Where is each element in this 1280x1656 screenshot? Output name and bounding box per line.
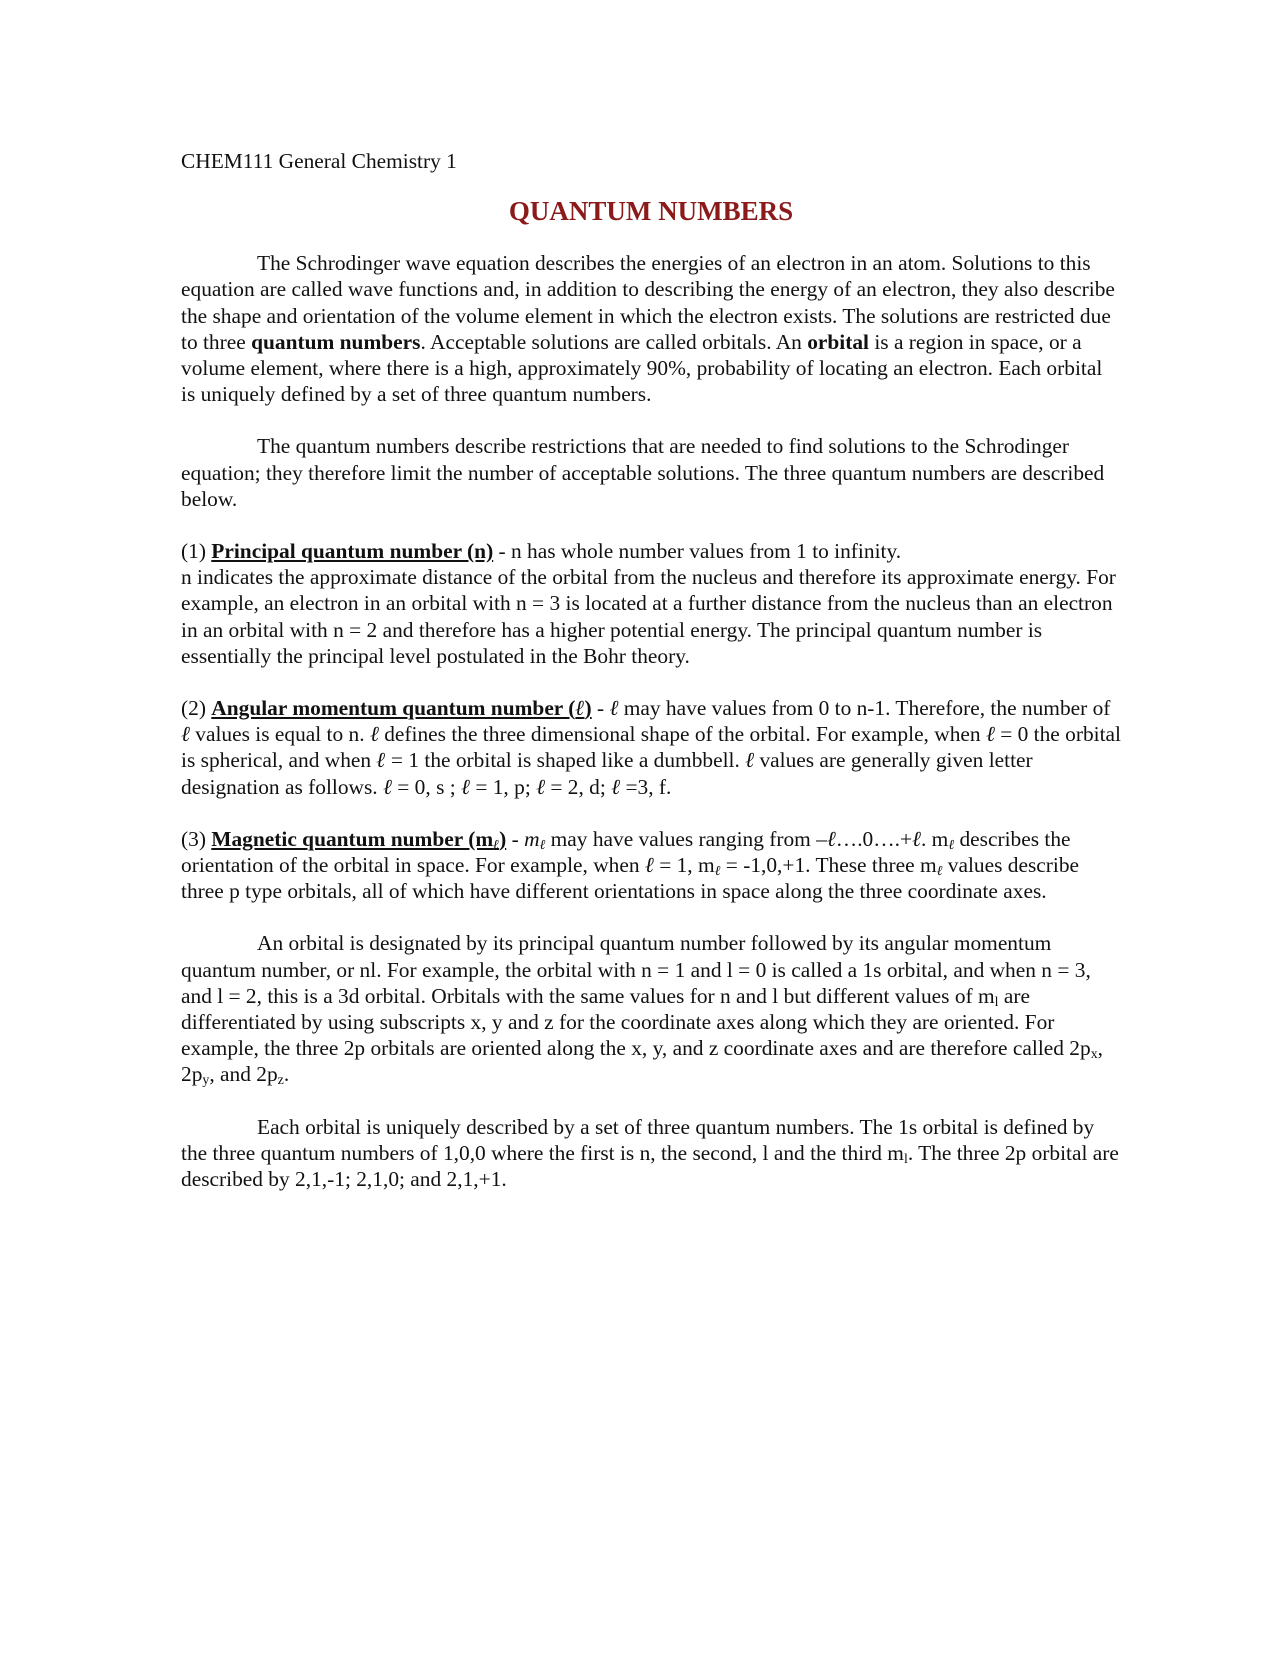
ell-symbol: ℓ [575, 696, 585, 721]
ell-symbol: ℓ [609, 696, 619, 721]
section-heading: Principal quantum number (n) [211, 539, 494, 564]
intro-paragraph [181, 250, 1121, 407]
text-run: The Schrodinger wave equation describes the energies of an electron in an atom. Solutions to this equation are called wave functions and, in addition to describing the energy of an electron, they also describe the shape and orientation of the volume element in which the electron exists. The solutions are restricted due to three [181, 251, 1115, 354]
text-run: is a region in space, or a volume element, where there is a high, approximately 90%, probability of locating an electron. Each orbital is uniquely defined by a set of three quantum numbers. [181, 329, 1103, 407]
angular-momentum-section [181, 695, 1121, 800]
text-run: = 2, d; [545, 774, 612, 799]
subscript: z [277, 1073, 284, 1089]
item-number: (2) [181, 696, 212, 721]
m-symbol: m [524, 826, 540, 851]
text-run: ….0….+ [835, 826, 913, 851]
ell-symbol: ℓ [369, 722, 379, 747]
text-run: = 1, m [653, 853, 715, 878]
ell-subscript: ℓ [936, 864, 943, 880]
section-heading [211, 696, 591, 720]
heading-text: ) [584, 696, 592, 721]
text-run: defines the three dimensional shape of the orbital. For example, when [378, 722, 986, 747]
ell-symbol: ℓ [383, 774, 392, 799]
section-heading [211, 827, 506, 851]
ell-symbol: ℓ [745, 748, 755, 773]
text-run: values are generally given letter designation as follows. [181, 748, 1033, 799]
text-run: . m [920, 826, 949, 851]
ell-subscript: ℓ [539, 837, 546, 853]
term-quantum-numbers: quantum numbers [251, 329, 421, 354]
text-run: - n has whole number values from 1 to infinity. [493, 539, 902, 564]
ell-symbol: ℓ [536, 774, 546, 799]
text-run: = 0 the orbital is spherical, and when [181, 722, 1121, 773]
text-run: may have values from 0 to n-1. Therefore, the number of [618, 696, 1111, 721]
ell-symbol: ℓ [181, 722, 190, 747]
ell-symbol: ℓ [985, 722, 995, 747]
ell-symbol: ℓ [376, 748, 386, 773]
ell-symbol: ℓ [461, 774, 470, 799]
text-run: n indicates the approximate distance of the orbital from the nucleus and therefore its approximate energy. For example, an electron in an orbital with n = 3 is located at a further distance from the nucleus than an electron in an orbital with n = 2 and therefore has a higher potential energy. The principal quantum number is essentially the principal level postulated in the Bohr theory. [181, 565, 1116, 668]
text-run: = -1,0,+1. These three m [720, 853, 937, 878]
ell-subscript: ℓ [714, 864, 721, 880]
principal-quantum-number-section [181, 538, 1121, 669]
document-page [181, 148, 1121, 1218]
ell-subscript: ℓ [493, 837, 500, 853]
text-run: . The three 2p orbital are described by 2,1,-1; 2,1,0; and 2,1,+1. [181, 1140, 1119, 1192]
text-run: = 0, s ; [391, 774, 462, 799]
restrictions-paragraph: The quantum numbers describe restrictions that are needed to find solutions to the Schrodinger equation; they therefore limit the number of acceptable solutions. The three quantum numbers are described below. [181, 434, 1105, 511]
text-run: may have values ranging from – [545, 826, 827, 851]
text-run: . Acceptable solutions are called orbitals. An [420, 329, 808, 354]
text-run: = 1 the orbital is shaped like a dumbbell. [385, 748, 746, 773]
item-number: (3) [181, 826, 212, 851]
course-name: CHEM111 General Chemistry 1 [181, 149, 457, 173]
text-run: , 2p [181, 1036, 1103, 1087]
subscript: x [1090, 1047, 1098, 1063]
heading-text: Magnetic quantum number (m [211, 826, 494, 851]
orbital-designation-paragraph [181, 930, 1121, 1087]
page-title: QUANTUM NUMBERS [508, 196, 794, 227]
text-run: - [591, 696, 610, 721]
quantum-set-paragraph [181, 1114, 1121, 1193]
heading-text: ) [499, 826, 507, 851]
item-number: (1) [181, 539, 212, 564]
text-run: Each orbital is uniquely described by a set of three quantum numbers. The 1s orbital is defined by the three quantum numbers of 1,0,0 where the first is n, the second, l and the third m [181, 1114, 1095, 1165]
heading-text: Angular momentum quantum number ( [211, 696, 576, 721]
term-orbital: orbital [807, 329, 869, 354]
magnetic-quantum-number-section [181, 826, 1121, 905]
text-run: are differentiated by using subscripts x, y and z for the coordinate axes along which they are oriented. For example, the three 2p orbitals are oriented along the x, y, and z coordinate axes and are therefore called 2p [181, 983, 1091, 1061]
ell-subscript: ℓ [948, 837, 955, 853]
ell-symbol: ℓ [912, 826, 921, 851]
text-run: =3, f. [620, 774, 672, 799]
text-run: - [506, 826, 525, 851]
text-run: values is equal to n. [189, 722, 370, 747]
text-run: , and 2p [209, 1062, 278, 1087]
text-run: = 1, p; [469, 774, 537, 799]
subscript: y [202, 1073, 210, 1089]
text-run: values describe three p type orbitals, all of which have different orientations in space along the three coordinate axes. [181, 853, 1080, 904]
ell-symbol: ℓ [611, 774, 621, 799]
subscript: l [994, 994, 999, 1010]
text-run: describes the orientation of the orbital in space. For example, when [181, 826, 1071, 878]
subscript: l [903, 1151, 908, 1167]
ell-symbol: ℓ [644, 853, 654, 878]
ell-symbol: ℓ [826, 826, 836, 851]
text-run: . [283, 1062, 290, 1087]
text-run: An orbital is designated by its principal quantum number followed by its angular momentum quantum number, or nl. For example, the orbital with n = 1 and l = 0 is called a 1s orbital, and when n = 3, and l = 2, this is a 3d orbital. Orbitals with the same values for n and l but different values of m [181, 931, 1091, 1008]
